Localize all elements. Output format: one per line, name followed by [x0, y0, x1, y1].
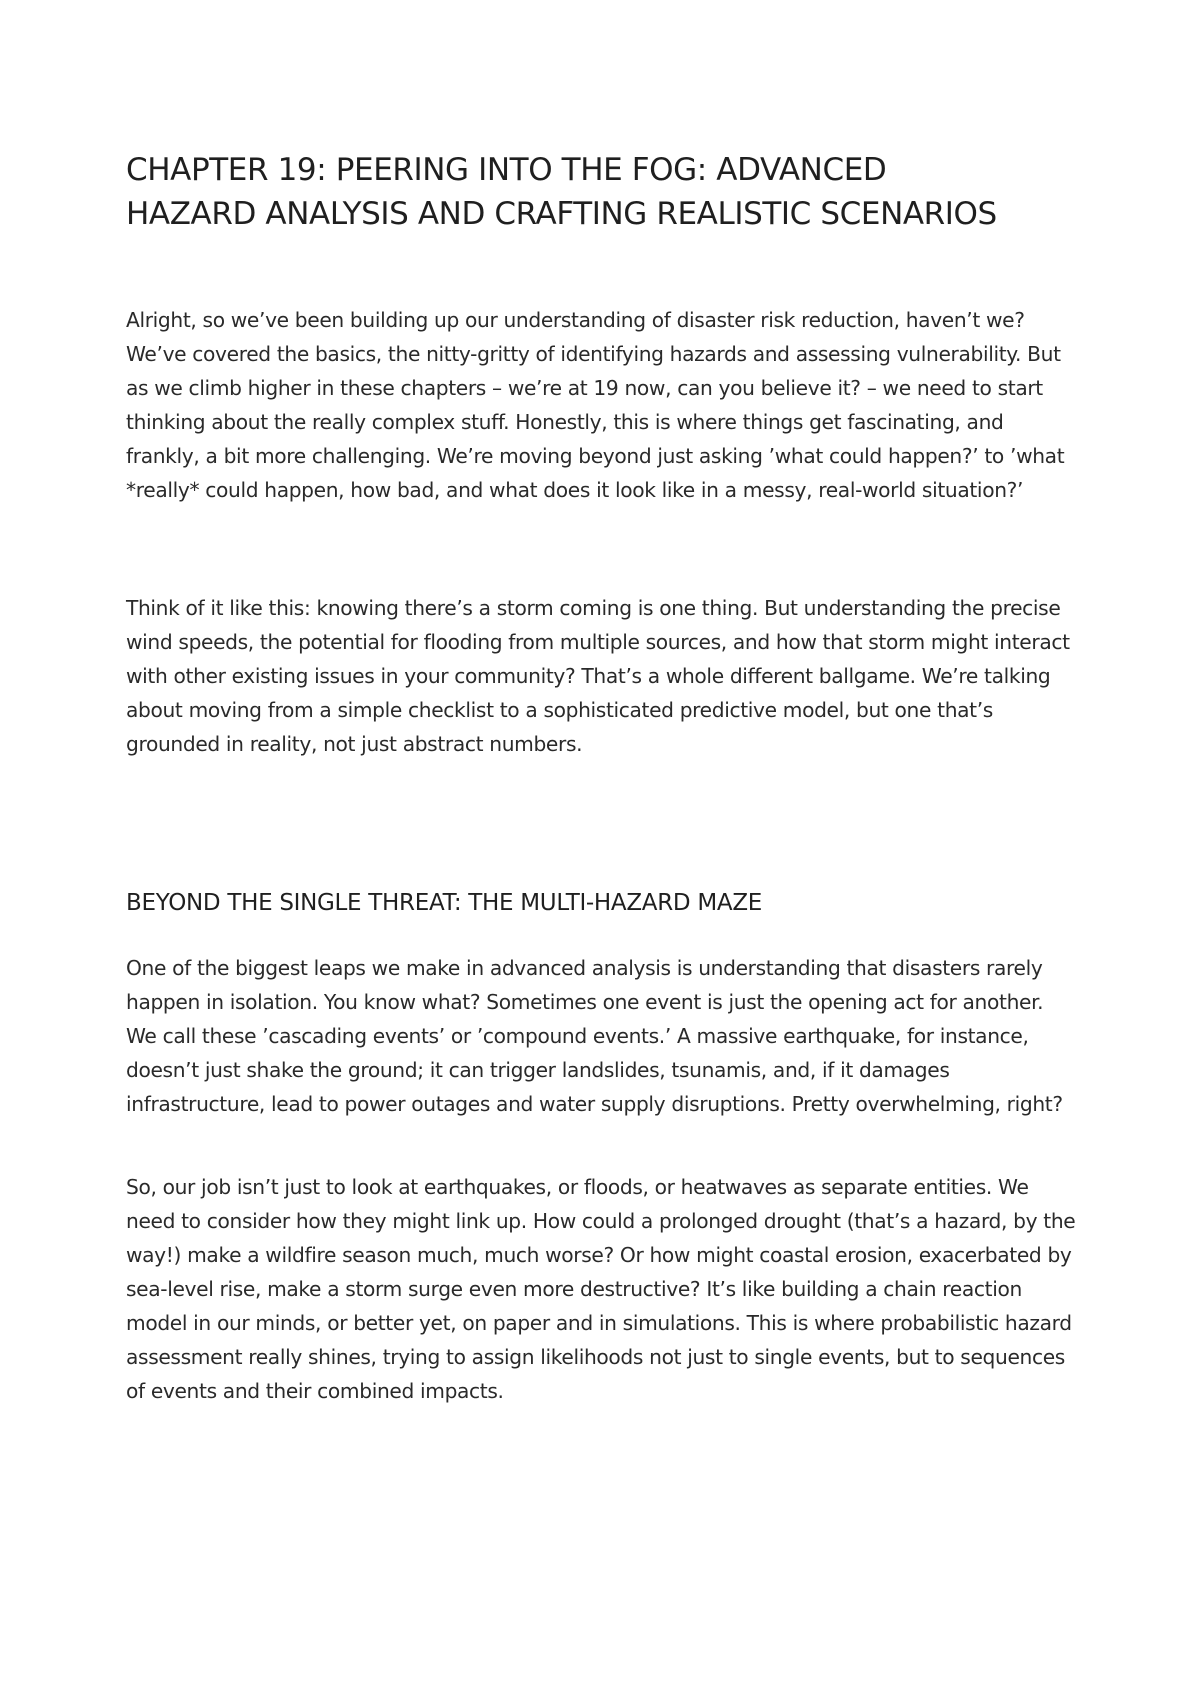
chapter-title: CHAPTER 19: PEERING INTO THE FOG: ADVANCED HAZARD ANALYSIS AND CRAFTING REALISTIC SCENARIOS: [126, 152, 997, 232]
section-paragraph-1-block: [126, 951, 1078, 1121]
intro-paragraph-2-block: [126, 591, 1078, 761]
intro-paragraph-1-block: [126, 303, 1078, 507]
section-paragraph-1: One of the biggest leaps we make in advanced analysis is understanding that disasters rarely happen in isolation. You know what? Sometimes one event is just the opening act for another. We call these ’cascading events’ or ’compound events.’ A massive earthquake, for instance, doesn’t just shake the ground; it can trigger landslides, tsunamis, and, if it damages infrastructure, lead to power outages and water supply disruptions. Pretty overwhelming, right?: [126, 956, 1063, 1116]
section-title: BEYOND THE SINGLE THREAT: THE MULTI-HAZARD MAZE: [126, 890, 763, 916]
section-paragraph-2-block: [126, 1170, 1078, 1408]
section-paragraph-2: So, our job isn’t just to look at earthquakes, or floods, or heatwaves as separate entities. We need to consider how they might link up. How could a prolonged drought (that’s a hazard, by the way!) make a wildfire season much, much worse? Or how might coastal erosion, exacerbated by sea-level rise, make a storm surge even more destructive? It’s like building a chain reaction model in our minds, or better yet, on paper and in simulations. This is where probabilistic hazard assessment really shines, trying to assign likelihoods not just to single events, but to sequences of events and their combined impacts.: [126, 1175, 1076, 1403]
intro-paragraph-1: Alright, so we’ve been building up our understanding of disaster risk reduction, haven’t we? We’ve covered the basics, the nitty-gritty of identifying hazards and assessing vulnerability. But as we climb higher in these chapters – we’re at 19 now, can you believe it? – we need to start thinking about the really complex stuff. Honestly, this is where things get fascinating, and frankly, a bit more challenging. We’re moving beyond just asking ’what could happen?’ to ’what *really* could happen, how bad, and what does it look like in a messy, real-world situation?’: [126, 308, 1065, 502]
intro-paragraph-2: Think of it like this: knowing there’s a storm coming is one thing. But understanding the precise wind speeds, the potential for flooding from multiple sources, and how that storm might interact with other existing issues in your community? That’s a whole different ballgame. We’re talking about moving from a simple checklist to a sophisticated predictive model, but one that’s grounded in reality, not just abstract numbers.: [126, 596, 1070, 756]
